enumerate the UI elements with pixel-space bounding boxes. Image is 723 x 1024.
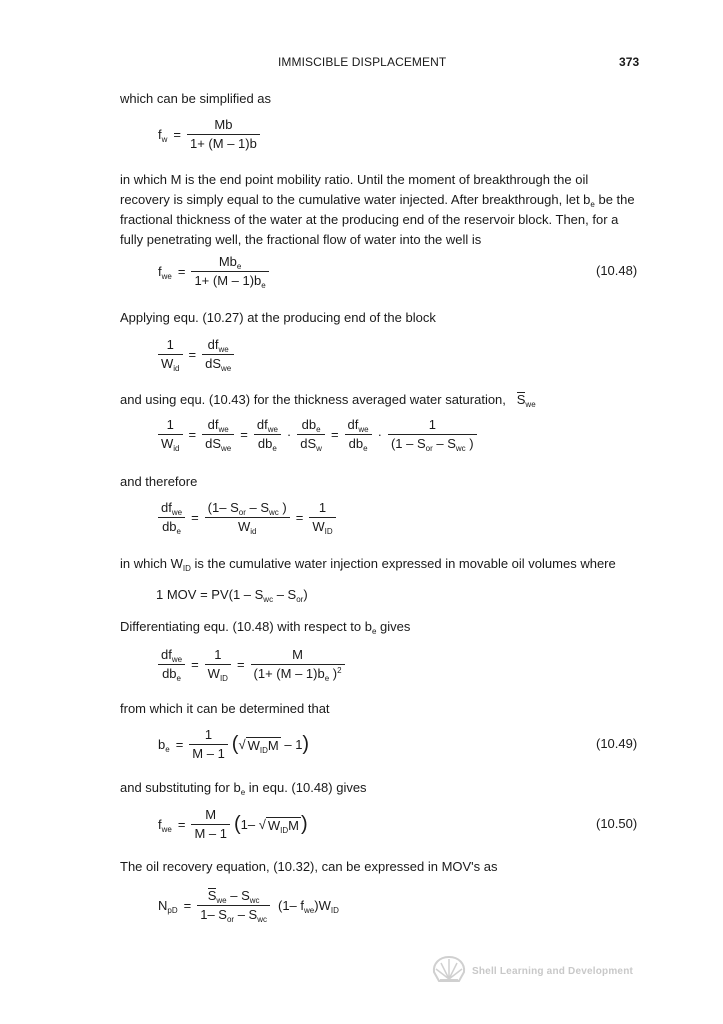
equation-number-10-50: (10.50) xyxy=(596,816,638,831)
text-cumulative-injection: in which $W_{ID}$ is the cumulative water injection expressed in movable oil volumes where xyxy=(120,556,616,573)
footer-brand-text: Shell Learning and Development xyxy=(472,966,634,977)
equation-chain: $\frac{1}{W_{id}}$ = $\frac{df_{we}}{dS_{we}}$ = $\frac{df_{we}}{db_e}$ · $\frac{db_e}{dS_w}$ = $\frac{df_{we}}{db_e}$ · $\frac{1}{(1 - S_{or} - S_{wc} )}$ xyxy=(158,416,477,453)
equation-fw: $f_w$ = $\frac{Mb}{1+ (M - 1)b}$ xyxy=(158,116,260,153)
text-determined: from which it can be determined that xyxy=(120,701,330,716)
equation-10-48: $f_{we}$ = $\frac{Mb_e}{1+ (M - 1)b_e}$ xyxy=(158,253,269,290)
text-oil-recovery: The oil recovery equation, (10.32), can be expressed in MOV's as xyxy=(120,859,498,874)
text-applying: Applying equ. (10.27) at the producing end of the block xyxy=(120,310,436,325)
text-differentiating: Differentiating equ. (10.48) with respect to $b_e$ gives xyxy=(120,619,411,636)
running-header-title: IMMISCIBLE DISPLACEMENT xyxy=(278,55,447,69)
equation-10-49: $b_e$ = $\frac{1}{M - 1}$ ( √ $W_{ID}M$ – 1 ) xyxy=(158,727,310,761)
equation-derivative: $\frac{df_{we}}{db_e}$ = $\frac{1}{W_{ID}}$ = $\frac{M}{(1+ (M - 1)b_e )^2}$ xyxy=(158,646,345,683)
text-mov-definition: 1 MOV = $PV(1 - S_{wc} - S_{or})$ xyxy=(156,587,308,604)
text-mobility-ratio: in which M is the end point mobility ratio. Until the moment of breakthrough the oil recovery is simply equal to the cumulative water injected. After breakthrough, let $b_e$ be the fractional thickness of the water at the producing end of the reservoir block. Then, for a fully penetrating well, the fractional flow of water into the well is xyxy=(120,172,635,247)
text-thickness-averaged: and using equ. (10.43) for the thickness averaged water saturation, $S_{we}$ xyxy=(120,392,536,409)
shell-logo-icon xyxy=(431,955,467,990)
equation-npd: $N_{pD}$ = $\frac{S_{we} - S_{wc}}{1- S_{or} - S_{wc}}$ (1– $f_{we})W_{ID}$ xyxy=(158,888,339,924)
page-number: 373 xyxy=(619,55,640,69)
equation-dfwe-dbe: $\frac{df_{we}}{db_e}$ = $\frac{(1- S_{or} - S_{wc} )}{W_{id}}$ = $\frac{1}{W_{ID}}$ xyxy=(158,499,336,536)
equation-dfwe-dswe: $\frac{1}{W_{id}}$ = $\frac{df_{we}}{dS_{we}}$ xyxy=(158,336,234,373)
text-therefore: and therefore xyxy=(120,474,198,489)
text-substituting: and substituting for $b_e$ in equ. (10.48) gives xyxy=(120,780,367,797)
equation-number-10-48: (10.48) xyxy=(596,263,638,278)
text-simplified: which can be simplified as xyxy=(120,91,272,106)
equation-10-50: $f_{we}$ = $\frac{M}{M - 1}$ ( 1– √ $W_{ID}M$ ) xyxy=(158,807,308,841)
equation-number-10-49: (10.49) xyxy=(596,736,638,751)
